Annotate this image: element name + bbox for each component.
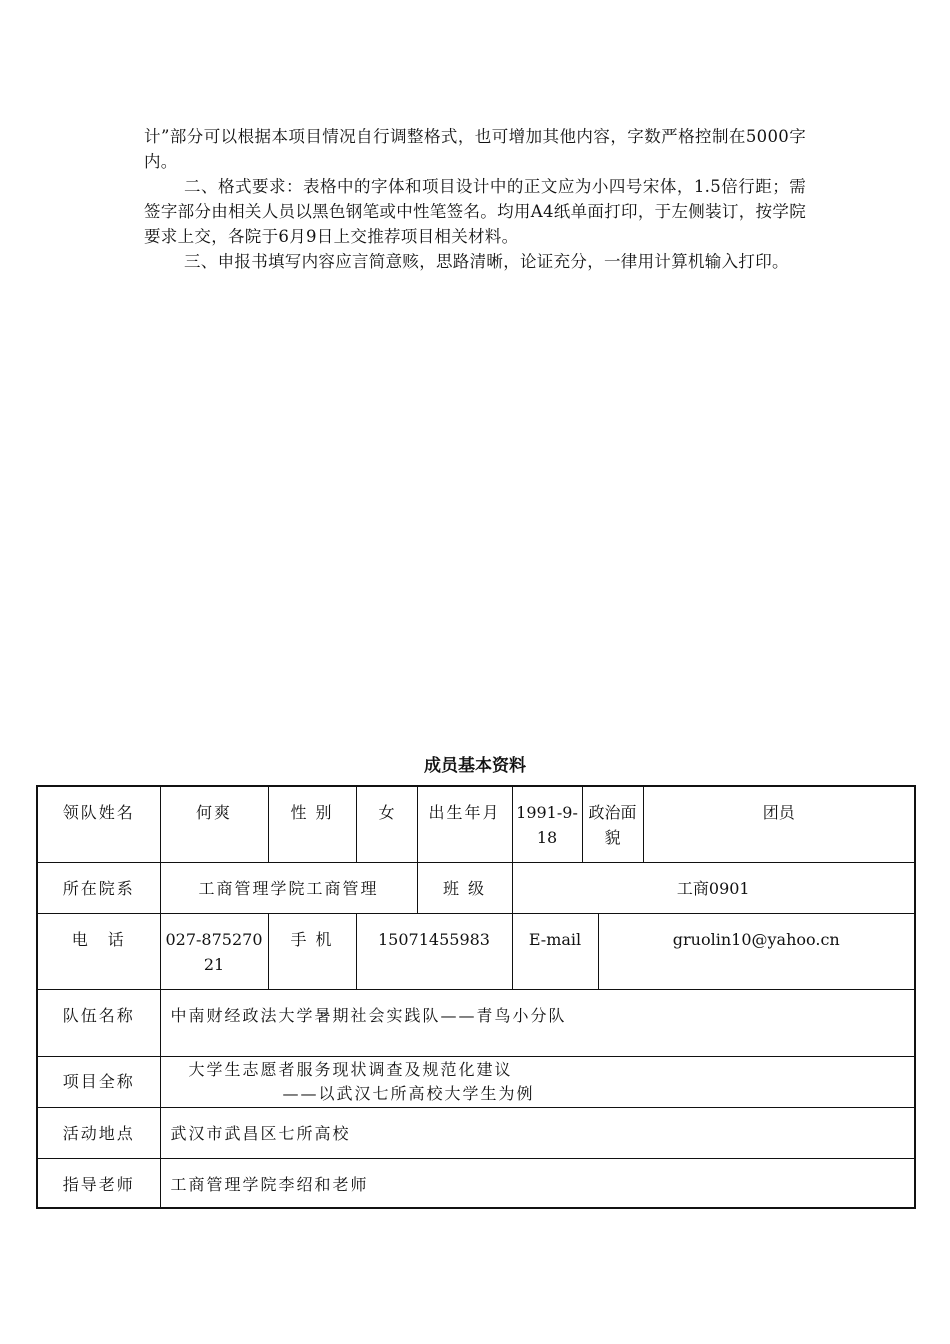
table-row-advisor <box>37 1158 915 1208</box>
gender-label: 性 别 <box>268 786 356 862</box>
project-label: 项目全称 <box>37 1056 160 1107</box>
table-row-college <box>37 862 915 913</box>
class-label: 班 级 <box>417 862 512 913</box>
table-title: 成员基本资料 <box>424 756 526 776</box>
table-row-leader <box>37 786 915 862</box>
instruction-paragraph-3: 三、申报书填写内容应言简意赅，思路清晰，论证充分，一律用计算机输入打印。 <box>184 252 789 271</box>
class-value: 工商0901 <box>512 862 915 913</box>
team-label: 队伍名称 <box>37 989 160 1056</box>
project-value <box>160 1056 915 1107</box>
leader-label: 领队姓名 <box>37 786 160 862</box>
gender-value: 女 <box>356 786 417 862</box>
table-row-project <box>37 1056 915 1107</box>
project-subtitle-line: ——以武汉七所高校大学生为例 <box>282 1083 535 1103</box>
birth-label: 出生年月 <box>417 786 512 862</box>
political-label: 政治面貌 <box>582 786 643 862</box>
phone-value: 027-87527021 <box>160 913 268 989</box>
mobile-label: 手 机 <box>268 913 356 989</box>
location-value: 武汉市武昌区七所高校 <box>160 1107 915 1158</box>
college-label: 所在院系 <box>37 862 160 913</box>
advisor-value: 工商管理学院李绍和老师 <box>160 1158 915 1208</box>
email-label: E-mail <box>512 913 598 989</box>
location-label: 活动地点 <box>37 1107 160 1158</box>
instruction-paragraph-1: 计”部分可以根据本项目情况自行调整格式，也可增加其他内容，字数严格控制在5000字内。 <box>144 127 806 171</box>
college-value: 工商管理学院工商管理 <box>160 862 417 913</box>
instructions-text <box>144 124 806 274</box>
advisor-label: 指导老师 <box>37 1158 160 1208</box>
email-value: gruolin10@yahoo.cn <box>598 913 915 989</box>
instruction-paragraph-2: 二、格式要求：表格中的字体和项目设计中的正文应为小四号宋体，1.5倍行距；需签字部分由相关人员以黑色钢笔或中性笔签名。均用A4纸单面打印，于左侧装订，按学院要求上交，各院于6月9日上交推荐项目相关材料。 <box>144 177 806 246</box>
political-value: 团员 <box>643 786 915 862</box>
project-title-line: 大学生志愿者服务现状调查及规范化建议 <box>188 1059 513 1079</box>
leader-value: 何爽 <box>160 786 268 862</box>
table-row-location <box>37 1107 915 1158</box>
birth-value: 1991-9-18 <box>512 786 582 862</box>
member-info-table <box>36 785 916 1209</box>
mobile-value: 15071455983 <box>356 913 512 989</box>
table-row-contact <box>37 913 915 989</box>
phone-label: 电 话 <box>37 913 160 989</box>
table-row-team <box>37 989 915 1056</box>
team-value: 中南财经政法大学暑期社会实践队——青鸟小分队 <box>160 989 915 1056</box>
